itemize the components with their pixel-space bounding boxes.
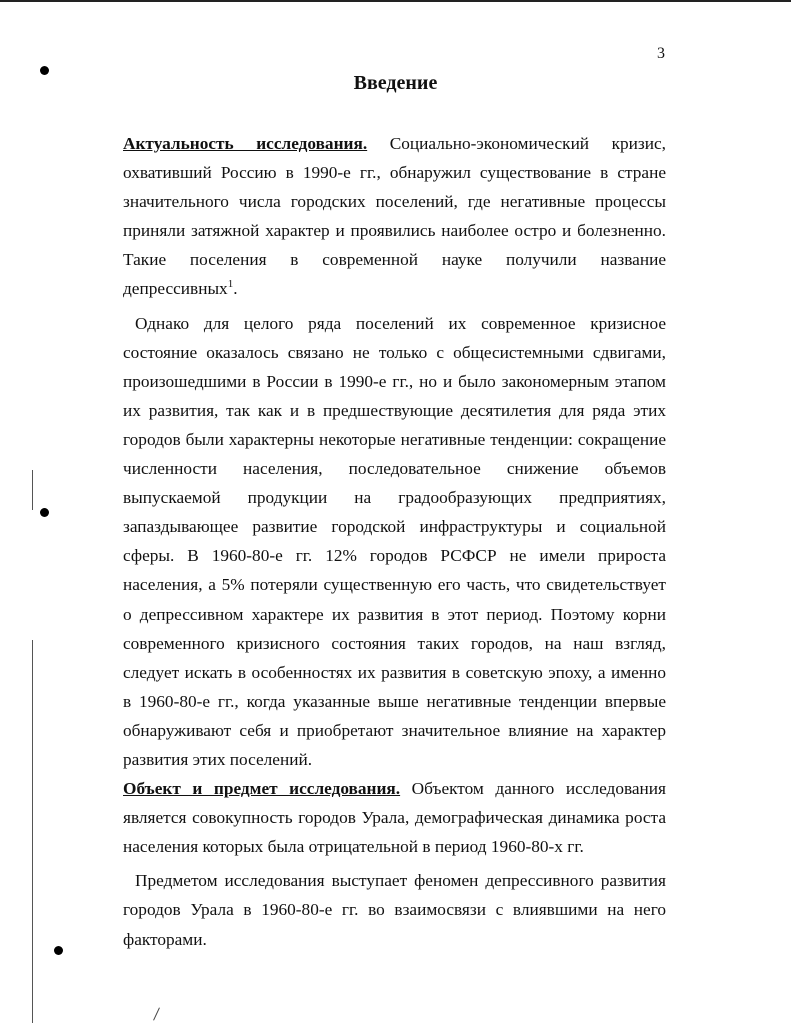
left-scan-edge	[32, 470, 33, 510]
object-paragraph	[123, 774, 666, 861]
relevance-heading: Актуальность исследования.	[123, 134, 368, 153]
page-title: Введение	[353, 72, 438, 94]
relevance-text: Социально-экономический кризис, охвативший Россию в 1990-е гг., обнаружил существование в стране значительного числа городских поселений, где негативные процессы приняли затяжной характер и проявились наиболее остро и болезненно. Такие поселения в современной науке получили название депрессивных	[123, 134, 666, 299]
object-text: Объектом данного исследования является совокупность городов Урала, демографическая динамика роста населения которых была отрицательной в период 1960-80-х гг.	[123, 779, 667, 857]
footnote-reference: 1	[227, 278, 234, 291]
object-heading: Объект и предмет исследования.	[123, 779, 401, 799]
relevance-paragraph-2: Однако для целого ряда поселений их современное кризисное состояние оказалось связано не только с общесистемными сдвигами, произошедшими в России в 1990-е гг., но и было закономерным этапом их развития, так как и в предшествующие десятилетия для ряда этих городов были характерны некоторые негативные тенденции: сокращение численности населения, последовательное снижение объемов выпускаемой продукции на градообразующих предприятиях, запаздывающее развитие городской инфраструктуры и социальной сферы. В 1960-80-е гг. 12% городов РСФСР не имели прироста населения, а 5% потеряли существенную его часть, что свидетельствует о депрессивном характере их развития в этот период. Поэтому корни современного кризисного состояния таких городов, на наш взгляд, следует искать в особенностях их развития в советскую эпоху, а именно в 1960-80-е гг., когда указанные выше негативные тенденции впервые обнаруживают себя и приобретают значительное влияние на характер развития этих поселений.	[123, 313, 666, 769]
left-scan-edge	[32, 640, 33, 1023]
top-scan-border	[0, 0, 791, 2]
binder-hole-mark	[54, 946, 63, 955]
binder-hole-mark	[40, 508, 49, 517]
sentence-end: .	[233, 279, 238, 299]
relevance-paragraph	[123, 129, 666, 304]
subject-paragraph: Предметом исследования выступает феномен депрессивного развития городов Урала в 1960-80-е гг. во взаимосвязи с влиявшими на него факторами.	[123, 871, 666, 949]
document-body	[123, 129, 666, 954]
page-number: 3	[657, 45, 665, 62]
stray-pen-mark	[153, 1007, 160, 1020]
